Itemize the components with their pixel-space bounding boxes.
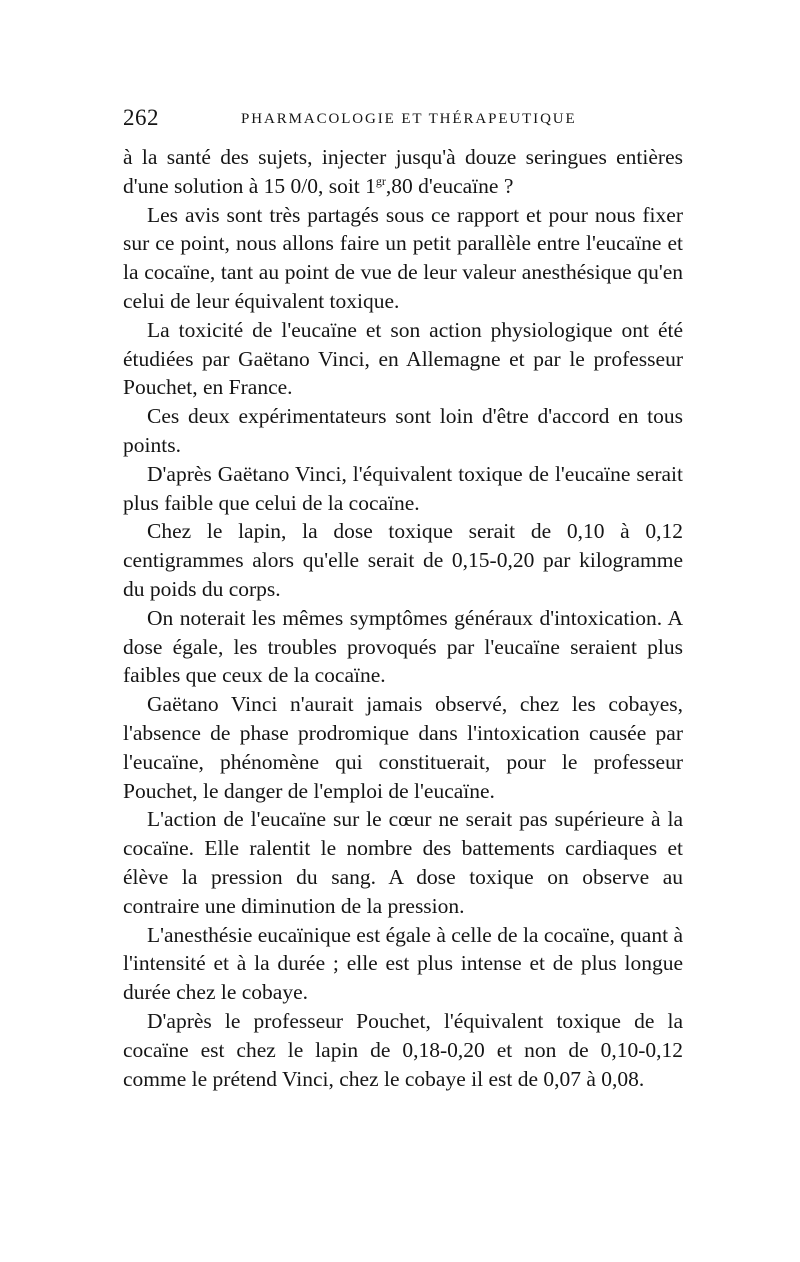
paragraph: Ces deux expérimentateurs sont loin d'être d'accord en tous points.	[123, 404, 683, 457]
paragraph: L'anesthésie eucaïnique est égale à celle de la cocaïne, quant à l'intensité et à la durée ; elle est plus intense et de plus longue durée chez le cobaye.	[123, 922, 683, 1005]
superscript-unit: gr	[375, 173, 386, 188]
body-text	[123, 143, 683, 1093]
page-number: 262	[123, 105, 159, 130]
page-header	[123, 104, 683, 138]
paragraph: La toxicité de l'eucaïne et son action physiologique ont été étudiées par Gaëtano Vinci, en Allemagne et par le professeur Pouchet, en France.	[123, 317, 683, 400]
book-page	[123, 104, 683, 1093]
paragraph: D'après le professeur Pouchet, l'équivalent toxique de la cocaïne est chez le lapin de 0,18-0,20 et non de 0,10-0,12 comme le prétend Vinci, chez le cobaye il est de 0,07 à 0,08.	[123, 1008, 683, 1091]
paragraph-text: ,80 d'eucaïne ?	[385, 173, 514, 198]
running-title: PHARMACOLOGIE ET THÉRAPEUTIQUE	[241, 111, 577, 127]
paragraph: Chez le lapin, la dose toxique serait de 0,10 à 0,12 centigrammes alors qu'elle serait de 0,15-0,20 par kilogramme du poids du corps.	[123, 519, 683, 601]
paragraph-text: à la santé des sujets, injecter jusqu'à douze seringues entières d'une solution à 15 0/0, soit 1	[123, 145, 683, 198]
paragraph: Les avis sont très partagés sous ce rapport et pour nous fixer sur ce point, nous allons faire un petit parallèle entre l'eucaïne et la cocaïne, tant au point de vue de leur valeur anesthésique qu'en celui de leur équivalent toxique.	[123, 202, 683, 313]
paragraph: On noterait les mêmes symptômes généraux d'intoxication. A dose égale, les troubles provoqués par l'eucaïne seraient plus faibles que ceux de la cocaïne.	[123, 605, 683, 688]
paragraph: D'après Gaëtano Vinci, l'équivalent toxique de l'eucaïne serait plus faible que celui de la cocaïne.	[123, 461, 683, 515]
paragraph-continued	[123, 143, 683, 201]
paragraph: L'action de l'eucaïne sur le cœur ne serait pas supérieure à la cocaïne. Elle ralentit le nombre des battements cardiaques et élève la pression du sang. A dose toxique on observe au contraire une diminution de la pression.	[123, 807, 683, 918]
paragraph: Gaëtano Vinci n'aurait jamais observé, chez les cobayes, l'absence de phase prodromique dans l'intoxication causée par l'eucaïne, phénomène qui constituerait, pour le professeur Pouchet, le danger de l'emploi de l'eucaïne.	[123, 692, 683, 803]
